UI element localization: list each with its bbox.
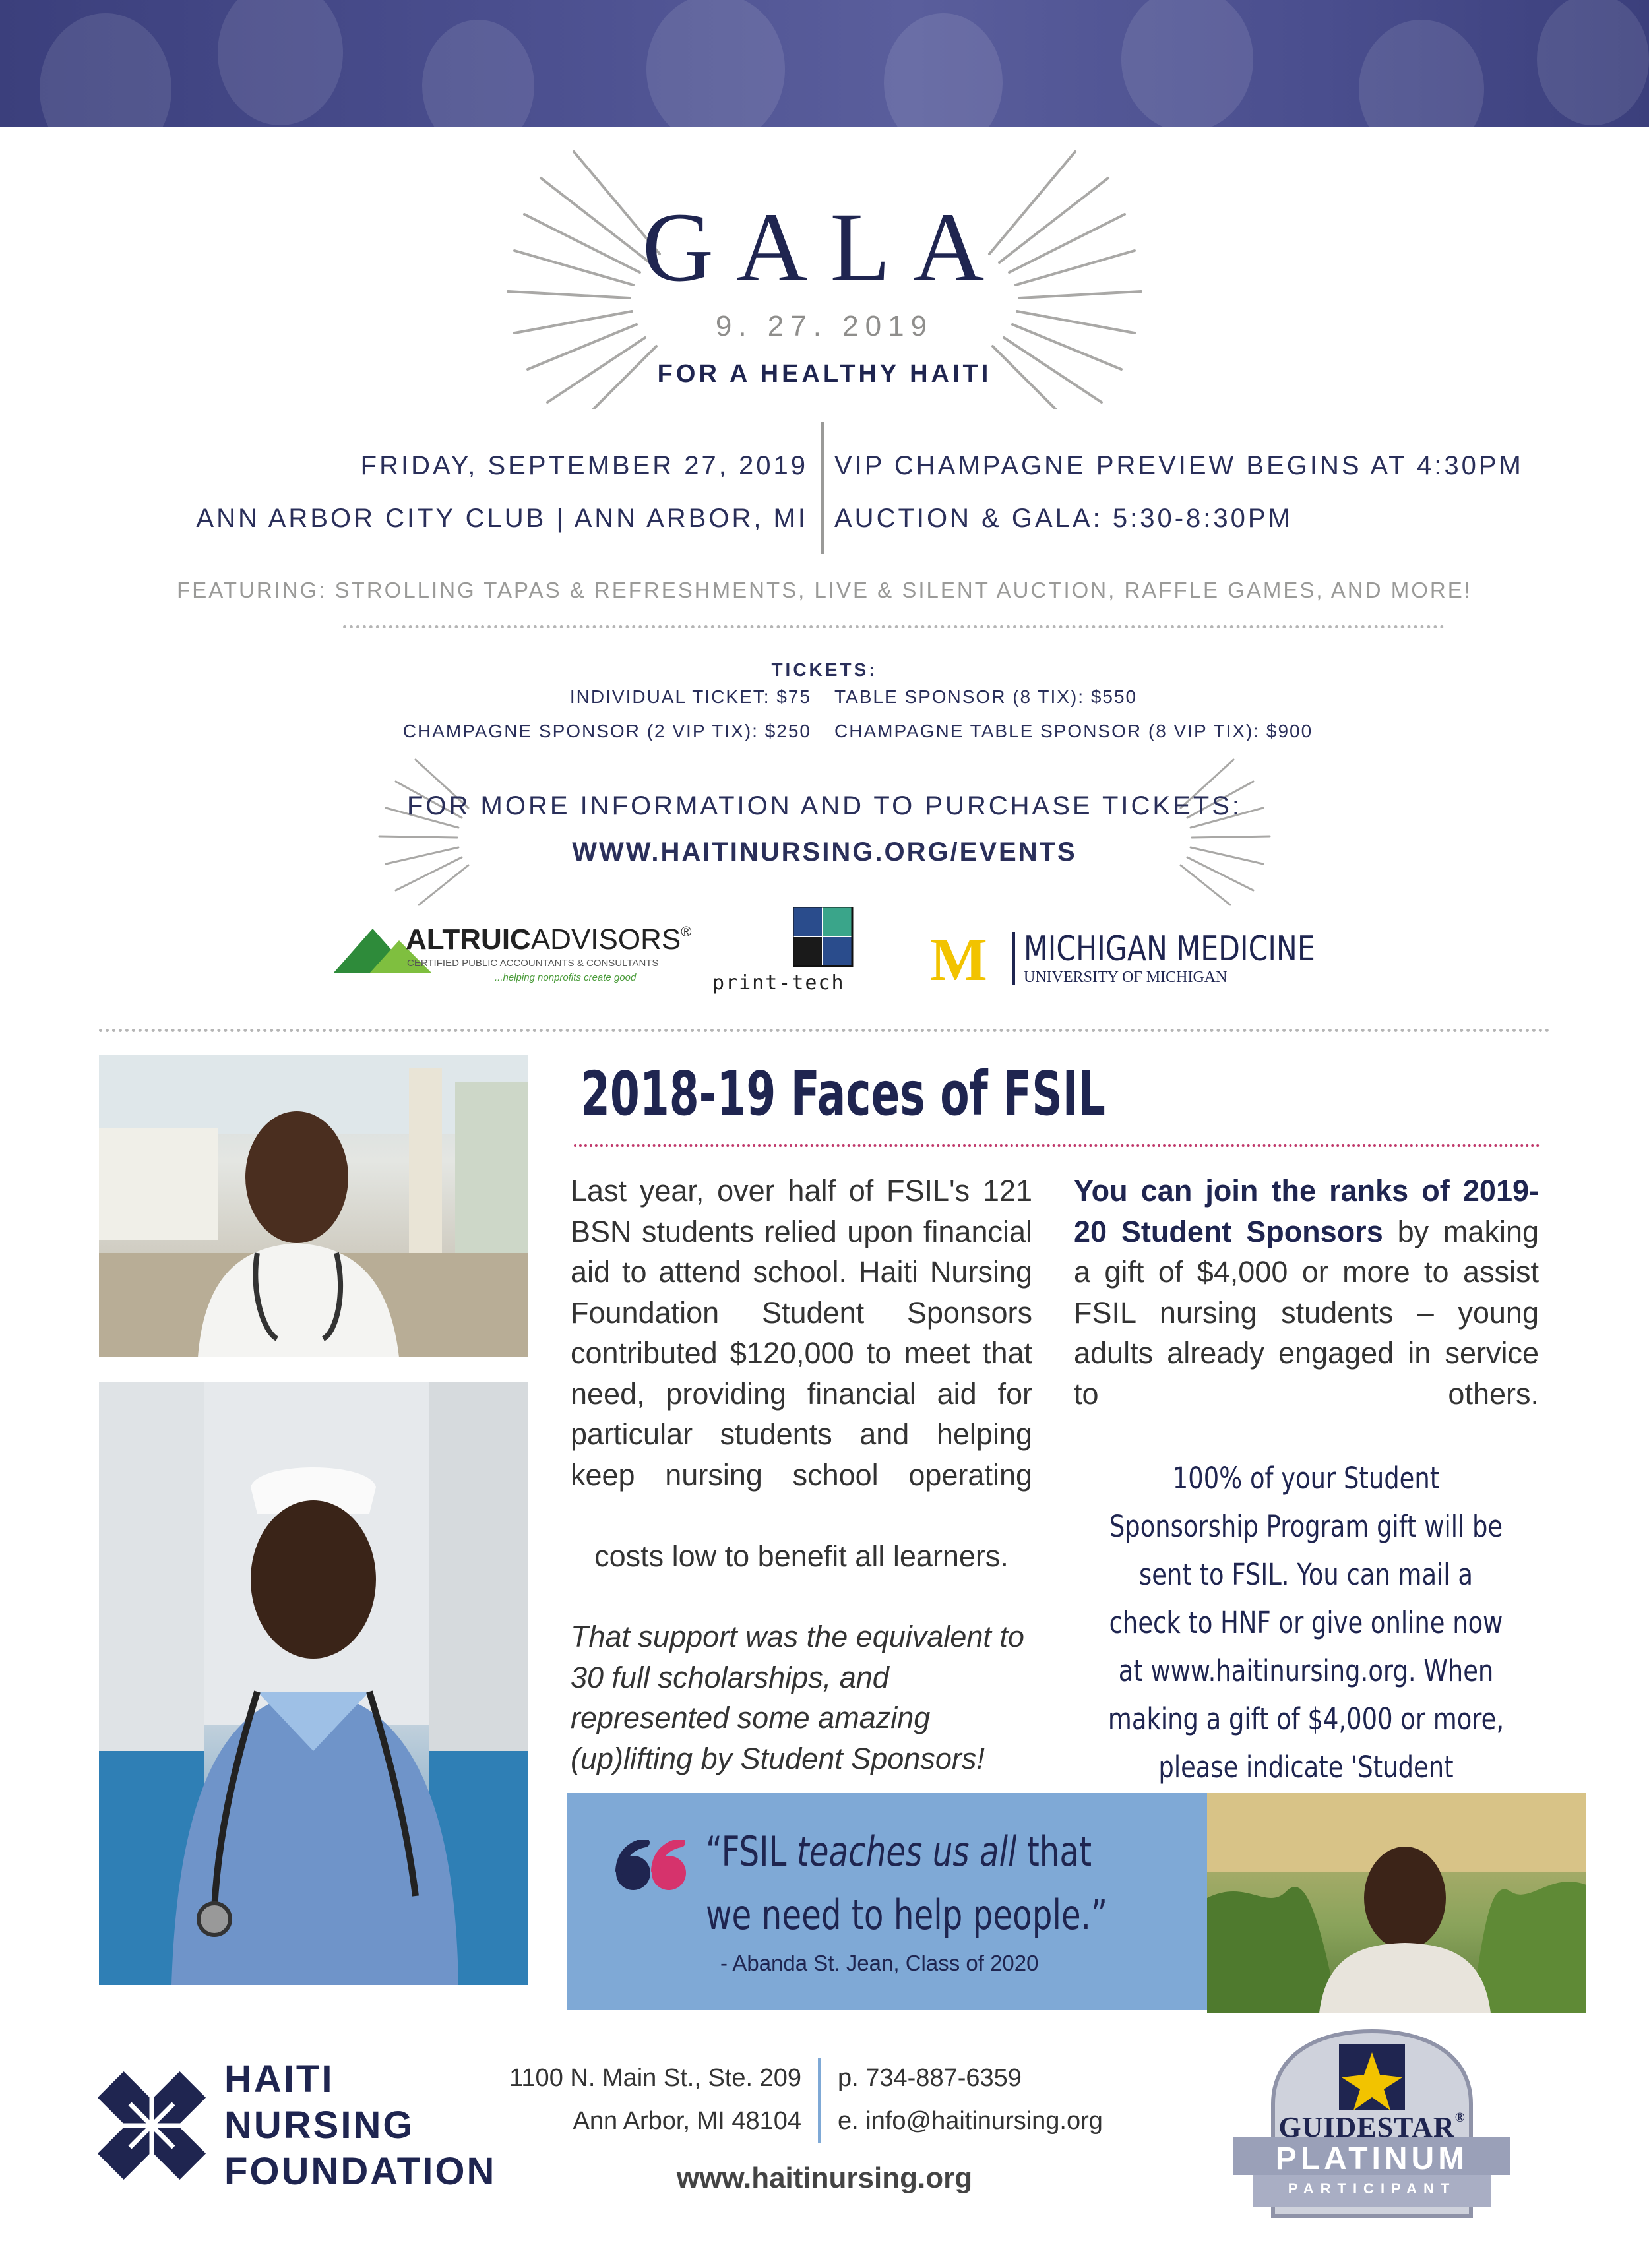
header-face-shape xyxy=(884,13,1003,127)
header-photo-band xyxy=(0,0,1649,127)
guidestar-platinum: PLATINUM xyxy=(1275,2141,1469,2176)
guidestar-name: GUIDESTAR xyxy=(1278,2111,1455,2143)
student-photo-female xyxy=(99,1382,528,1985)
column-right xyxy=(1074,1171,1539,1455)
hnf-name-2: NURSING xyxy=(224,2104,415,2147)
section-heading: 2018-19 Faces of FSIL xyxy=(580,1058,1105,1129)
gala-date: 9. 27. 2019 xyxy=(715,310,934,342)
left-paragraph-2: That support was the equivalent to 30 full scholarships, and represented some amazing (up)lifting by Student Sponsors! xyxy=(571,1620,1024,1775)
tickets-heading: TICKETS: xyxy=(771,659,878,680)
website-link[interactable]: www.haitinursing.org xyxy=(676,2162,973,2194)
altruic-subtitle: CERTIFIED PUBLIC ACCOUNTANTS & CONSULTANTS xyxy=(407,958,659,969)
footer-divider xyxy=(818,2058,821,2143)
sponsorship-highlight: 100% of your Student Sponsorship Program gift will be sent to FSIL. You can mail a check to HNF or give online now at www.haitinursing.org. When making a gift of $4,000 or more, please indicate 'Student xyxy=(1107,1461,1505,1785)
quote-photo xyxy=(1207,1793,1586,2013)
header-face-shape xyxy=(40,13,171,127)
student-male-figure xyxy=(99,1055,528,1357)
purchase-info: FOR MORE INFORMATION AND TO PURCHASE TICKETS: xyxy=(406,791,1243,820)
pink-dotted-divider xyxy=(574,1144,1540,1147)
hnf-name-3: FOUNDATION xyxy=(224,2150,497,2193)
event-featuring: FEATURING: STROLLING TAPAS & REFRESHMENTS, LIVE & SILENT AUCTION, RAFFLE GAMES, AND MORE! xyxy=(177,578,1472,602)
header-face-shape xyxy=(1359,20,1484,127)
guidestar-badge xyxy=(1227,2018,1517,2229)
quote-attribution: - Abanda St. Jean, Class of 2020 xyxy=(720,1951,1039,1975)
column-left xyxy=(571,1171,1032,1779)
phone-number[interactable]: p. 734-887-6359 xyxy=(838,2064,1022,2092)
header-face-shape xyxy=(646,0,785,127)
altruic-advisors-logo xyxy=(333,923,692,996)
gala-title: GALA xyxy=(642,193,1007,302)
header-face-shape xyxy=(1537,0,1649,125)
ticket-table: TABLE SPONSOR (8 TIX): $550 xyxy=(834,687,1138,707)
quote-line-1-end: that xyxy=(1016,1827,1092,1876)
michigan-divider xyxy=(1012,932,1015,985)
student-female-figure xyxy=(99,1382,528,1985)
event-venue: ANN ARBOR CITY CLUB | ANN ARBOR, MI xyxy=(196,504,808,533)
address-line-2: Ann Arbor, MI 48104 xyxy=(573,2107,801,2135)
quote-line-2: we need to help people.” xyxy=(706,1891,1108,1939)
event-auction-time: AUCTION & GALA: 5:30-8:30PM xyxy=(834,504,1293,533)
header-face-shape xyxy=(218,0,343,125)
guidestar-wordmark xyxy=(1227,2110,1517,2144)
michigan-name: MICHIGAN MEDICINE xyxy=(1024,929,1315,969)
michigan-block-m-icon: M xyxy=(930,926,987,993)
guidestar-participant: PARTICIPANT xyxy=(1288,2180,1456,2197)
quote-text xyxy=(706,1820,1107,1947)
email-link[interactable]: e. info@haitinursing.org xyxy=(838,2107,1103,2135)
michigan-medicine-logo xyxy=(930,927,1326,999)
gala-tagline: FOR A HEALTHY HAITI xyxy=(657,360,992,388)
altruic-rest: ADVISORS xyxy=(530,923,681,956)
right-paragraph-rest: by making a gift of $4,000 or more to assist FSIL nursing students – young adults already engaged in service to others. xyxy=(1074,1214,1539,1411)
left-paragraph-1: Last year, over half of FSIL's 121 BSN students relied upon financial aid to attend school. Haiti Nursing Foundation Student Sponsors contributed $120,000 to meet that need, providing financial aid for particular students and helping keep nursing school operating xyxy=(571,1174,1032,1492)
purchase-sunburst xyxy=(0,752,1649,910)
altruic-tagline: ...helping nonprofits create good xyxy=(495,972,637,983)
guidestar-reg: ® xyxy=(1454,2110,1466,2125)
quote-line-1-emphasis: teaches us all xyxy=(796,1827,1017,1876)
student-photo-male xyxy=(99,1055,528,1357)
altruic-reg: ® xyxy=(681,923,692,940)
event-divider xyxy=(821,422,824,554)
ticket-individual: INDIVIDUAL TICKET: $75 xyxy=(569,687,811,707)
right-paragraph-lead: You can join the ranks of 2019-20 Student Sponsors xyxy=(1074,1174,1539,1248)
left-paragraph-1-end: costs low to benefit all learners. xyxy=(594,1539,1009,1573)
right-paragraph-1 xyxy=(1074,1171,1539,1455)
print-tech-logo xyxy=(712,907,871,999)
header-face-shape xyxy=(1121,0,1253,127)
ticket-champagne-table: CHAMPAGNE TABLE SPONSOR (8 VIP TIX): $900 xyxy=(834,721,1313,741)
hnf-name-1: HAITI xyxy=(224,2058,334,2100)
print-tech-grid-icon xyxy=(793,907,854,967)
ticket-champagne: CHAMPAGNE SPONSOR (2 VIP TIX): $250 xyxy=(402,721,811,741)
altruic-wordmark xyxy=(406,923,691,956)
quote-marks-icon xyxy=(612,1840,691,1893)
quote-line-1-start: “FSIL xyxy=(706,1827,797,1876)
altruic-bold: ALTRUIC xyxy=(406,923,531,956)
michigan-subtitle: UNIVERSITY OF MICHIGAN xyxy=(1024,969,1228,986)
header-face-shape xyxy=(422,20,534,127)
address-line-1: 1100 N. Main St., Ste. 209 xyxy=(509,2064,801,2092)
events-link[interactable]: WWW.HAITINURSING.ORG/EVENTS xyxy=(572,838,1077,867)
dotted-divider xyxy=(99,1029,1550,1032)
quote-photo-figure xyxy=(1207,1793,1586,2013)
print-tech-wordmark: print-tech xyxy=(712,971,845,995)
event-day: FRIDAY, SEPTEMBER 27, 2019 xyxy=(360,451,808,480)
dotted-divider xyxy=(343,625,1445,628)
quote-line-1 xyxy=(706,1820,1107,1884)
event-vip-time: VIP CHAMPAGNE PREVIEW BEGINS AT 4:30PM xyxy=(834,451,1524,480)
